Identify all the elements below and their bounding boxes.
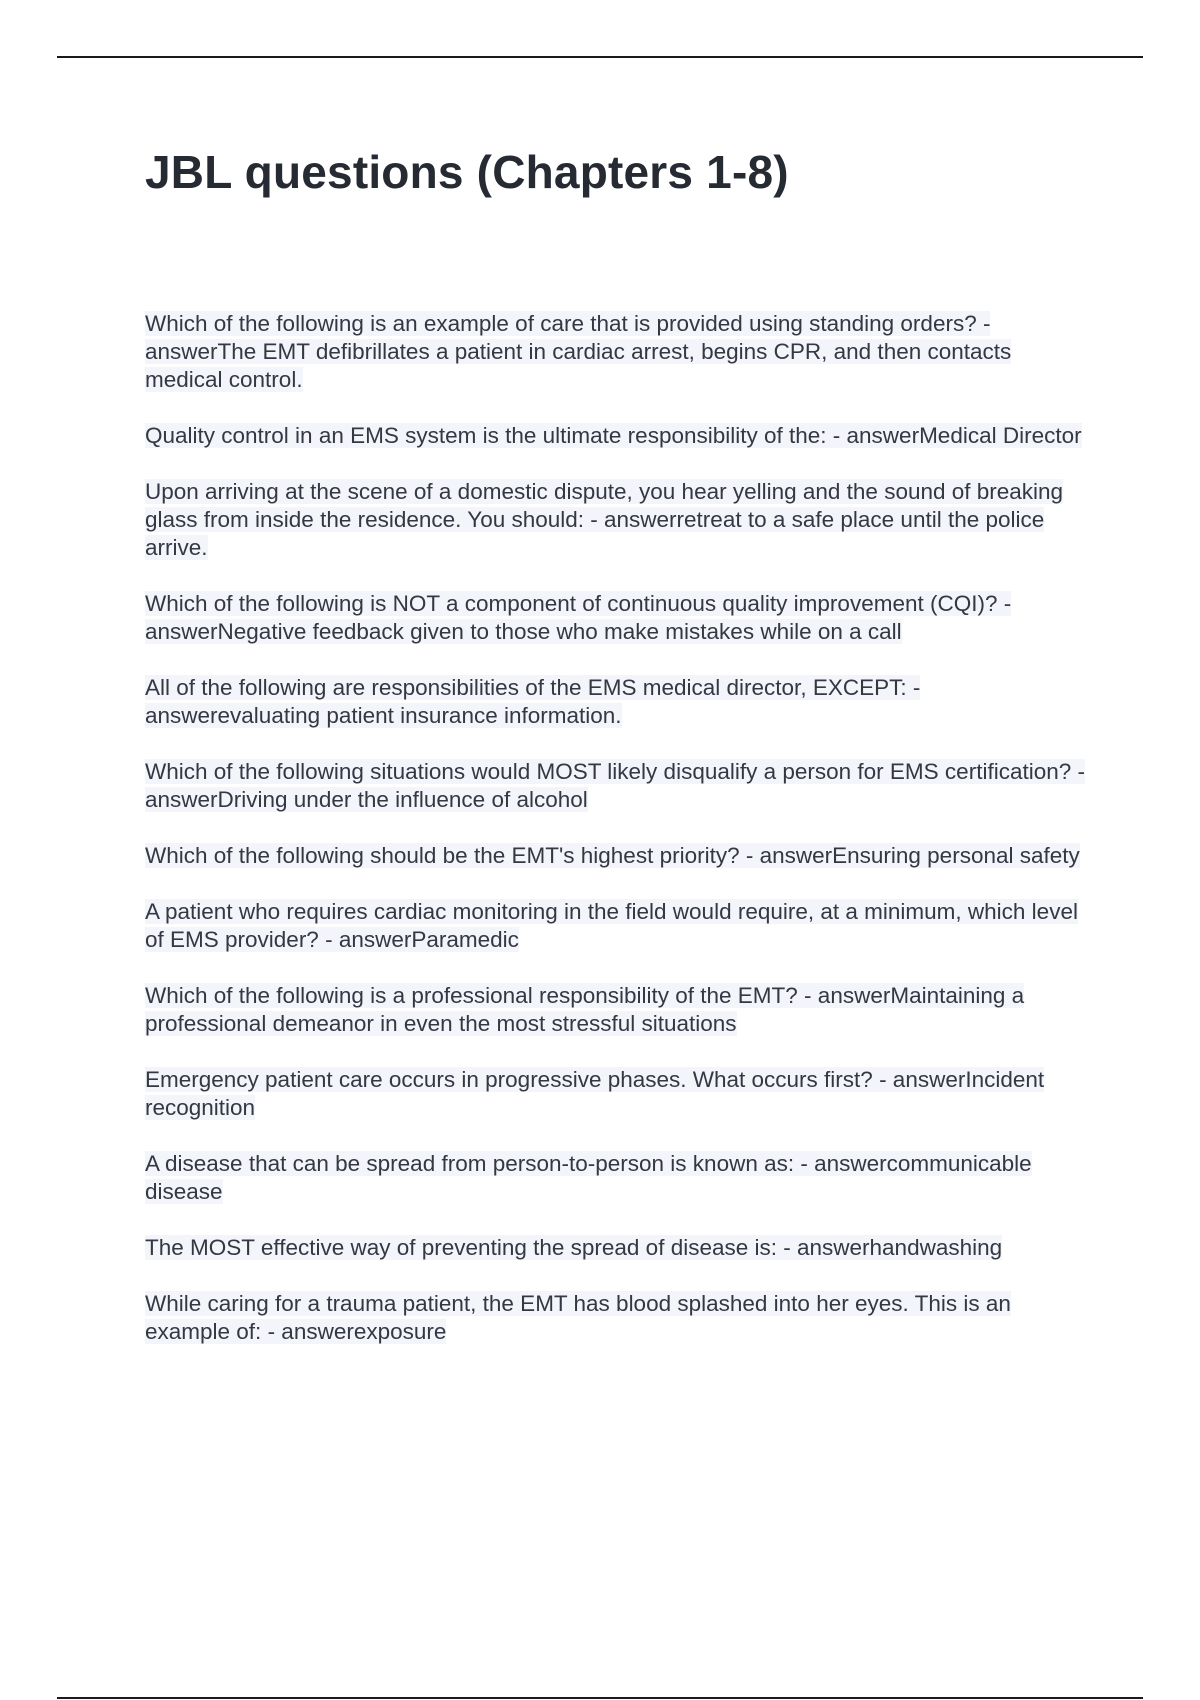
question-list bbox=[145, 310, 1085, 1374]
question-text: Which of the following is an example of care that is provided using standing orders? - answerThe EMT defibrillates a patient in cardiac arrest, begins CPR, and then contacts medical control. bbox=[145, 311, 1012, 392]
question-item bbox=[145, 422, 1085, 450]
question-item bbox=[145, 1150, 1085, 1206]
question-text: Upon arriving at the scene of a domestic dispute, you hear yelling and the sound of breaking glass from inside the residence. You should: - answerretreat to a safe place until the police arrive. bbox=[145, 479, 1064, 560]
question-text: A patient who requires cardiac monitoring in the field would require, at a minimum, which level of EMS provider? - answerParamedic bbox=[145, 899, 1078, 952]
question-item bbox=[145, 758, 1085, 814]
question-item bbox=[145, 674, 1085, 730]
question-text: Which of the following situations would MOST likely disqualify a person for EMS certification? - answerDriving under the influence of alcohol bbox=[145, 759, 1085, 812]
question-text: All of the following are responsibilities of the EMS medical director, EXCEPT: - answerevaluating patient insurance information. bbox=[145, 675, 921, 728]
question-item bbox=[145, 1290, 1085, 1346]
question-text: Which of the following should be the EMT's highest priority? - answerEnsuring personal safety bbox=[145, 843, 1080, 868]
bottom-divider bbox=[57, 1697, 1143, 1699]
question-item bbox=[145, 478, 1085, 562]
question-item bbox=[145, 1066, 1085, 1122]
question-text: While caring for a trauma patient, the EMT has blood splashed into her eyes. This is an example of: - answerexposure bbox=[145, 1291, 1011, 1344]
question-text: Which of the following is NOT a component of continuous quality improvement (CQI)? - answerNegative feedback given to those who make mistakes while on a call bbox=[145, 591, 1012, 644]
question-item bbox=[145, 982, 1085, 1038]
question-text: Quality control in an EMS system is the ultimate responsibility of the: - answerMedical Director bbox=[145, 423, 1082, 448]
question-text: Which of the following is a professional responsibility of the EMT? - answerMaintaining a professional demeanor in even the most stressful situations bbox=[145, 983, 1025, 1036]
question-text: The MOST effective way of preventing the spread of disease is: - answerhandwashing bbox=[145, 1235, 1003, 1260]
question-text: Emergency patient care occurs in progressive phases. What occurs first? - answerIncident recognition bbox=[145, 1067, 1045, 1120]
page-title: JBL questions (Chapters 1-8) bbox=[145, 146, 789, 198]
question-item bbox=[145, 898, 1085, 954]
top-divider bbox=[57, 56, 1143, 58]
question-item bbox=[145, 842, 1085, 870]
question-text: A disease that can be spread from person-to-person is known as: - answercommunicable disease bbox=[145, 1151, 1032, 1204]
question-item bbox=[145, 1234, 1085, 1262]
question-item bbox=[145, 590, 1085, 646]
question-item bbox=[145, 310, 1085, 394]
